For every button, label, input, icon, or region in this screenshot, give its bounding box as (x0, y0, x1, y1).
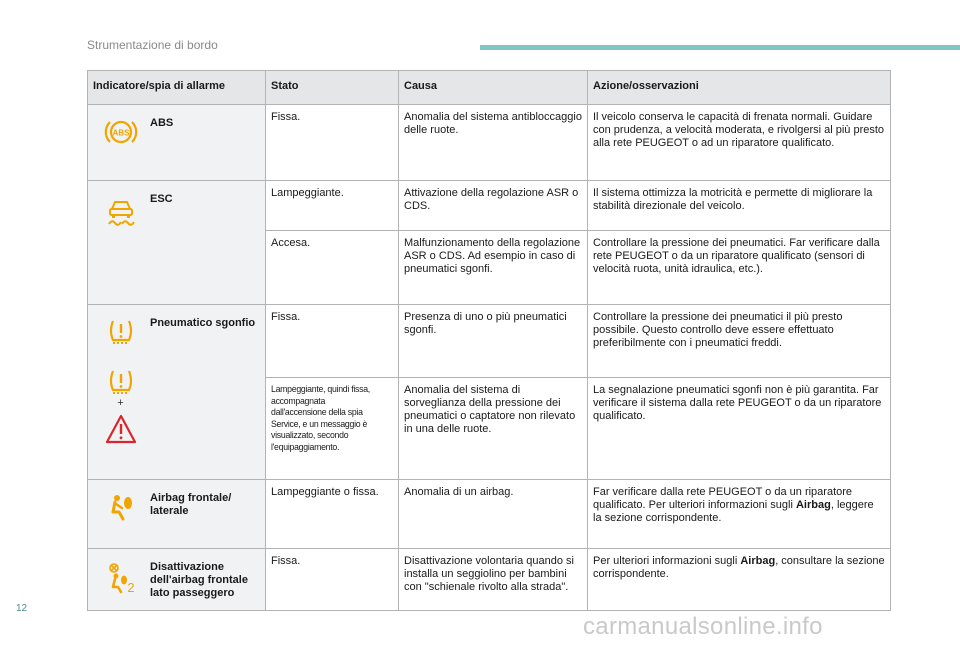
esc-skid-icon (104, 193, 138, 227)
state-cell: Fissa. (266, 549, 399, 611)
state-text-condensed: Lampeggiante, quindi fissa, accompagnata dall'accensione della spia Service, e un messaggio è visualizzato, secondo l'equipaggiamento. (271, 384, 370, 453)
action-text: , consultare la sezione corrispondente. (593, 555, 885, 580)
header-accent-bar (480, 45, 960, 50)
action-cell: Controllare la pressione dei pneumatici. Far verificare dalla rete PEUGEOT o da un riparatore qualificato (sensori di velocità ruota, unità idraulica, etc.). (588, 231, 891, 305)
cause-cell: Attivazione della regolazione ASR o CDS. (399, 181, 588, 231)
state-cell: Accesa. (266, 231, 399, 305)
watermark-text: carmanualsonline.info (583, 613, 823, 640)
cause-cell: Malfunzionamento della regolazione ASR o CDS. Ad esempio in caso di pneumatici sgonfi. (399, 231, 588, 305)
table-header-row (88, 71, 891, 105)
action-cell (588, 480, 891, 549)
page-number: 12 (16, 603, 28, 614)
action-text: , leggere la sezione corrispondente. (593, 499, 874, 524)
action-cell: Il sistema ottimizza la motricità e permette di migliorare la stabilità direzionale del veicolo. (588, 181, 891, 231)
indicator-name-esc: ESC (150, 193, 173, 205)
cause-cell: Anomalia di un airbag. (399, 480, 588, 549)
indicator-cell-abs (88, 105, 266, 181)
column-header-cause: Causa (399, 71, 588, 105)
cause-cell: Anomalia del sistema antibloccaggio delle ruote. (399, 105, 588, 181)
column-header-indicator: Indicatore/spia di allarme (88, 71, 266, 105)
state-cell: Fissa. (266, 305, 399, 378)
combination-plus: + (117, 397, 124, 409)
action-bold-text: Airbag (740, 555, 776, 567)
cause-cell: Presenza di uno o più pneumatici sgonfi. (399, 305, 588, 378)
state-cell (266, 378, 399, 480)
table-row-airbag (88, 480, 891, 549)
action-bold-text: Airbag (795, 499, 831, 511)
action-cell: Il veicolo conserva le capacità di frenata normali. Guidare con prudenza, a velocità moderata, e rivolgersi al più presto alla rete PEUGEOT o ad un riparatore qualificato. (588, 105, 891, 181)
warning-triangle-icon (104, 413, 138, 445)
action-text: Per ulteriori informazioni sugli (593, 555, 741, 567)
tyre-pressure-icon (104, 367, 138, 397)
cause-cell: Disattivazione volontaria quando si installa un seggiolino per bambini con "schienale rivolto alla strada". (399, 549, 588, 611)
passenger-airbag-off-icon (104, 561, 138, 595)
state-cell: Lampeggiante o fissa. (266, 480, 399, 549)
page-section-title: Strumentazione di bordo (87, 38, 218, 52)
svg-text:2: 2 (126, 580, 135, 595)
action-cell: La segnalazione pneumatici sgonfi non è più garantita. Far verificare il sistema dalla rete PEUGEOT o da un riparatore qualificato. (588, 378, 891, 480)
state-cell: Lampeggiante. (266, 181, 399, 231)
svg-text:ABS: ABS (112, 128, 129, 138)
table-row-esc (88, 181, 891, 231)
table-row-tyre (88, 305, 891, 378)
tyre-pressure-icon (104, 317, 138, 347)
indicator-name-abs: ABS (150, 117, 174, 129)
indicator-name-passenger-airbag: Disattivazione dell'airbag frontale lato passeggero (150, 561, 248, 599)
cause-cell: Anomalia del sistema di sorveglianza della pressione dei pneumatici o captatore non rilevato in una delle ruote. (399, 378, 588, 480)
indicator-cell-airbag (88, 480, 266, 549)
table-row-abs (88, 105, 891, 181)
warning-lights-table (87, 70, 891, 611)
column-header-action: Azione/osservazioni (588, 71, 891, 105)
indicator-name-tyre: Pneumatico sgonfio (150, 317, 256, 329)
airbag-icon (104, 492, 138, 522)
action-text: Far verificare dalla rete PEUGEOT o da un riparatore qualificato. Per ulteriori informazioni sugli (593, 486, 853, 511)
abs-warning-icon (104, 117, 138, 147)
column-header-state: Stato (266, 71, 399, 105)
table-row-passenger-airbag (88, 549, 891, 611)
state-cell: Fissa. (266, 105, 399, 181)
action-cell: Controllare la pressione dei pneumatici il più presto possibile. Questo controllo deve essere effettuato preferibilmente con i pneumatici freddi. (588, 305, 891, 378)
indicator-cell-passenger-airbag (88, 549, 266, 611)
indicator-cell-esc (88, 181, 266, 305)
indicator-cell-tyre (88, 305, 266, 480)
action-cell (588, 549, 891, 611)
indicator-name-airbag: Airbag frontale/ laterale (150, 492, 232, 517)
